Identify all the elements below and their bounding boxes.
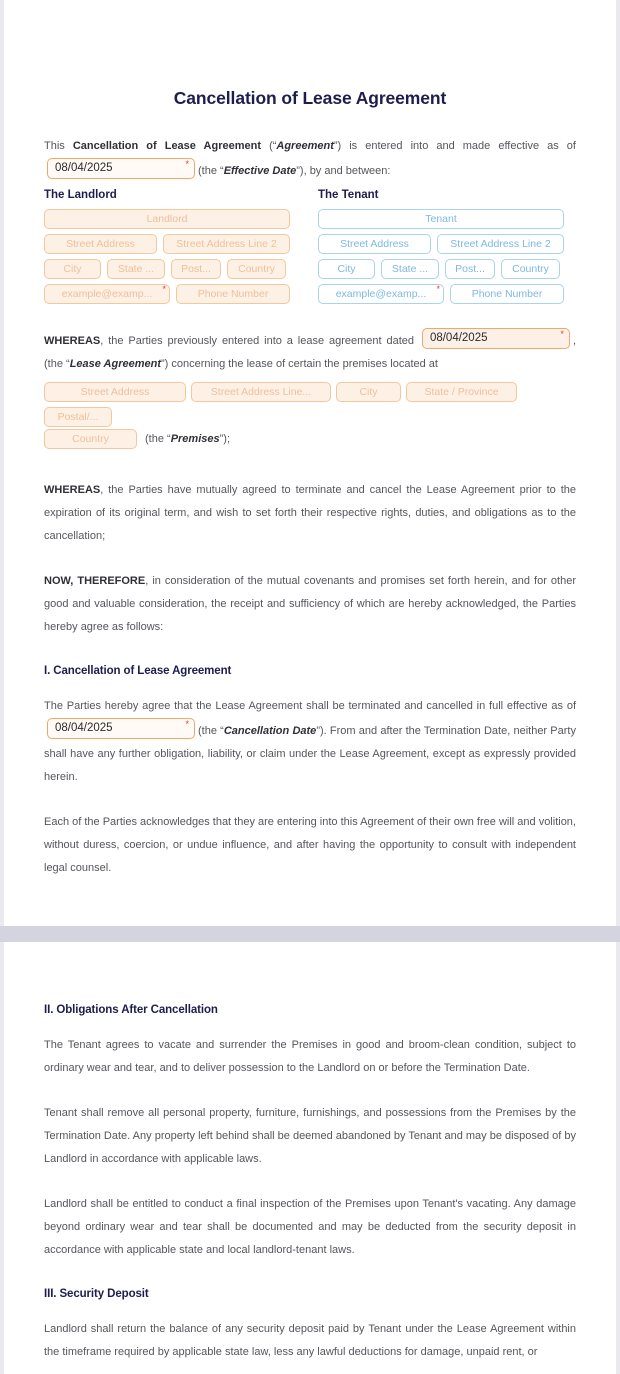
required-asterisk-icon: * xyxy=(560,329,564,339)
lease-date-value: 08/04/2025 xyxy=(429,332,488,344)
whereas-one-paragraph xyxy=(44,328,576,376)
section-three-heading: III. Security Deposit xyxy=(44,1288,149,1300)
section-one-text-before-date: The Parties hereby agree that the Lease Agreement shall be terminated and cancelled in full effective as of xyxy=(44,700,576,712)
effective-date-value: 08/04/2025 xyxy=(55,162,113,174)
intro-after-date-pre: (the “ xyxy=(198,165,224,177)
intro-after-date-post: ”), by and between: xyxy=(296,165,391,177)
whereas-one-text-after-term: ”) concerning the lease of certain the premises located at xyxy=(161,358,438,370)
page-break-divider xyxy=(0,926,620,942)
landlord-contact-row xyxy=(44,284,290,304)
tenant-city-row xyxy=(318,259,564,279)
landlord-name-input[interactable]: Landlord xyxy=(44,209,290,229)
landlord-email-placeholder: example@examp... xyxy=(61,288,153,300)
premises-postal-input[interactable]: Postal/... xyxy=(44,407,112,427)
landlord-postal-input[interactable]: Post... xyxy=(171,259,221,279)
section-one-paragraph-one xyxy=(44,695,576,789)
landlord-heading: The Landlord xyxy=(44,189,117,201)
tenant-phone-input[interactable]: Phone Number xyxy=(450,284,564,304)
tenant-heading: The Tenant xyxy=(318,189,379,201)
spacer xyxy=(44,449,576,457)
section-one-after-date-post: ”). From and after the Termination Date, neither Party shall have any further obligation, liability, or claim under the Lease Agreement, except as expressly provided herein. xyxy=(44,725,576,783)
premises-street-address-input[interactable]: Street Address xyxy=(44,382,186,402)
tenant-email-input[interactable] xyxy=(318,284,444,304)
landlord-phone-input[interactable]: Phone Number xyxy=(176,284,290,304)
landlord-street-row xyxy=(44,234,290,254)
intro-text-before: This xyxy=(44,140,73,152)
section-three-paragraph-one: Landlord shall return the balance of any security deposit paid by Tenant under the Lease Agreement within the timeframe required by applicable state law, less any lawful deductions for damage, unpaid rent, or xyxy=(44,1323,576,1358)
tenant-name-input[interactable]: Tenant xyxy=(318,209,564,229)
whereas-one-label: WHEREAS xyxy=(44,335,101,347)
document-page-2 xyxy=(4,942,616,1374)
intro-after-bold: (“ xyxy=(261,140,277,152)
intro-paragraph xyxy=(44,135,576,183)
whereas-one-text-before-date: , the Parties previously entered into a lease agreement dated xyxy=(100,335,419,347)
section-two-paragraph-one: The Tenant agrees to vacate and surrender the Premises in good and broom-clean condition, subject to ordinary wear and tear, and to deliver possession to the Landlord on or before the Termination Date. xyxy=(44,1039,576,1074)
whereas-two-label: WHEREAS xyxy=(44,484,101,496)
tenant-section xyxy=(318,189,564,304)
tenant-street-address-input[interactable]: Street Address xyxy=(318,234,431,254)
intro-after-term: ”) is entered into and made effective as of xyxy=(333,140,576,152)
premises-street-address-2-input[interactable]: Street Address Line... xyxy=(191,382,331,402)
required-asterisk-icon: * xyxy=(436,284,440,294)
premises-tail-pre: (the “ xyxy=(145,433,171,445)
cancellation-date-value: 08/04/2025 xyxy=(55,722,113,734)
landlord-country-input[interactable]: Country xyxy=(227,259,286,279)
lease-date-input[interactable] xyxy=(422,328,570,349)
section-two-paragraph-two: Tenant shall remove all personal property, furniture, furnishings, and possessions from the Premises by the Termination Date. Any property left behind shall be deemed abandoned by Tenant and may be disposed of by Landlord in accordance with applicable laws. xyxy=(44,1107,576,1165)
section-one-after-date-pre: (the “ xyxy=(198,725,224,737)
tenant-postal-input[interactable]: Post... xyxy=(445,259,495,279)
premises-term: Premises xyxy=(170,433,220,445)
whereas-one-text-after-date: , (the “ xyxy=(44,335,576,370)
premises-state-input[interactable]: State / Province xyxy=(406,382,517,402)
tenant-street-row xyxy=(318,234,564,254)
landlord-city-row xyxy=(44,259,290,279)
parties-row xyxy=(44,189,576,304)
document-page-1 xyxy=(4,0,616,926)
landlord-fields xyxy=(44,209,290,304)
required-asterisk-icon: * xyxy=(162,284,166,294)
intro-bold-phrase: Cancellation of Lease Agreement xyxy=(72,140,262,152)
premises-address-fields xyxy=(44,382,576,427)
effective-date-input[interactable] xyxy=(47,158,195,179)
cancellation-date-input[interactable] xyxy=(47,718,195,739)
section-two-heading: II. Obligations After Cancellation xyxy=(44,1004,218,1016)
tenant-street-address-2-input[interactable]: Street Address Line 2 xyxy=(437,234,564,254)
lease-agreement-term: Lease Agreement xyxy=(69,358,161,370)
tenant-city-input[interactable]: City xyxy=(318,259,375,279)
landlord-street-address-input[interactable]: Street Address xyxy=(44,234,157,254)
tenant-contact-row xyxy=(318,284,564,304)
landlord-email-input[interactable] xyxy=(44,284,170,304)
premises-country-row xyxy=(44,429,576,449)
premises-city-input[interactable]: City xyxy=(336,382,401,402)
tenant-name-row xyxy=(318,209,564,229)
premises-country-input[interactable]: Country xyxy=(44,429,137,449)
required-asterisk-icon: * xyxy=(185,719,189,729)
premises-tail xyxy=(145,429,230,449)
page-title: Cancellation of Lease Agreement xyxy=(173,88,447,108)
premises-tail-post: ”); xyxy=(219,433,231,445)
tenant-state-input[interactable]: State ... xyxy=(381,259,439,279)
agreement-term: Agreement xyxy=(276,140,334,152)
tenant-country-input[interactable]: Country xyxy=(501,259,560,279)
landlord-city-input[interactable]: City xyxy=(44,259,101,279)
whereas-two-paragraph xyxy=(44,479,576,548)
cancellation-date-term: Cancellation Date xyxy=(223,725,317,737)
required-asterisk-icon: * xyxy=(185,159,189,169)
landlord-street-address-2-input[interactable]: Street Address Line 2 xyxy=(163,234,290,254)
section-two-paragraph-three: Landlord shall be entitled to conduct a final inspection of the Premises upon Tenant's vacating. Any damage beyond ordinary wear and tear shall be documented and may be deducted from the security deposit in accordance with applicable state and local landlord-tenant laws. xyxy=(44,1198,576,1256)
whereas-two-text: , the Parties have mutually agreed to terminate and cancel the Lease Agreement prior to the expiration of its original term, and wish to set forth their respective rights, duties, and obligations as to the cancellation; xyxy=(44,484,576,542)
now-therefore-text: , in consideration of the mutual covenants and promises set forth herein, and for other good and valuable consideration, the receipt and sufficiency of which are hereby acknowledged, the Parties hereby agree as follows: xyxy=(44,575,576,633)
tenant-fields xyxy=(318,209,564,304)
section-one-heading: I. Cancellation of Lease Agreement xyxy=(44,665,232,677)
now-therefore-paragraph xyxy=(44,570,576,639)
landlord-name-row xyxy=(44,209,290,229)
tenant-email-placeholder: example@examp... xyxy=(335,288,427,300)
landlord-state-input[interactable]: State ... xyxy=(107,259,165,279)
effective-date-term: Effective Date xyxy=(223,165,297,177)
section-one-paragraph-two: Each of the Parties acknowledges that they are entering into this Agreement of their own free will and volition, without duress, coercion, or undue influence, and after having the opportunity to consult with independent legal counsel. xyxy=(44,816,576,874)
now-therefore-label: NOW, THEREFORE xyxy=(44,575,146,587)
landlord-section xyxy=(44,189,290,304)
